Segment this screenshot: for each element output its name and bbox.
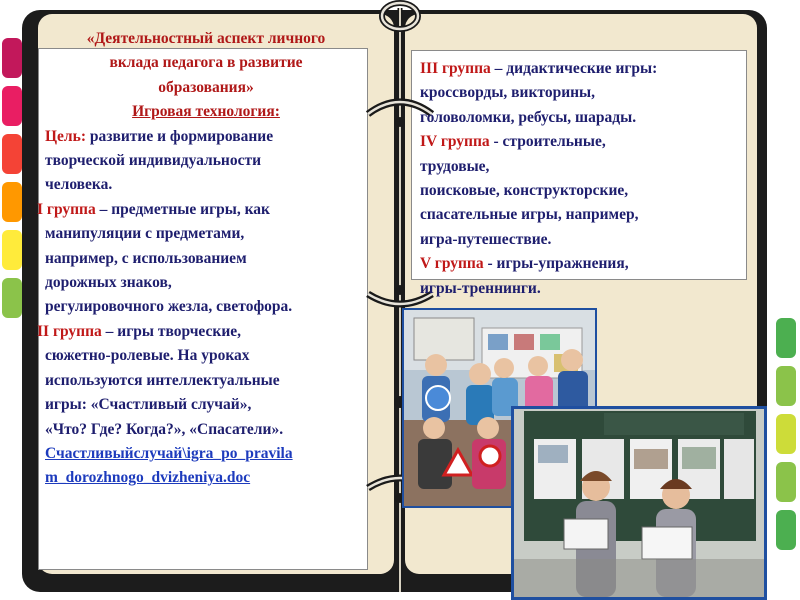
goal-label: Цель: [45,127,86,145]
group4-label: IV группа [420,133,490,151]
group4-text: поисковые, конструкторские, [420,182,629,200]
group1-paragraph [37,198,367,222]
binder-ring-icon [376,0,424,36]
tab-left-1[interactable] [2,38,22,78]
group2-text: используются интеллектуальные [45,371,280,389]
goal-text: творческой индивидуальности [45,152,262,170]
group1-text: например, с использованием [45,249,247,267]
group4-text: - строительные, [489,133,606,151]
group3-text: – дидактические игры: [490,60,658,77]
document-link[interactable]: Счастливыйслучай\igra_po_pravila [45,444,293,462]
group5-label: V группа [420,255,484,273]
right-panel-text [420,57,748,301]
group3-label: III группа [420,60,491,77]
tab-left-6[interactable] [2,278,22,318]
slide-subtitle: Игровая технология: [132,103,280,121]
presentation-photo-illustration [514,409,764,597]
group1-text: манипуляции с предметами, [45,225,245,243]
presentation-photo [511,406,767,600]
group2-label: II группа [37,322,102,340]
group2-text: сюжетно-ролевые. На уроках [45,347,250,365]
group4-text: спасательные игры, например, [420,206,639,224]
tab-left-4[interactable] [2,182,22,222]
slide-title-line: вклада педагога в развитие [109,54,303,72]
group1-text: дорожных знаков, [45,274,172,292]
group1-label: I группа [37,200,96,218]
group5-paragraph [420,252,748,276]
left-panel-text [37,27,367,491]
group2-text: – игры творческие, [101,322,242,340]
tab-right-5[interactable] [776,510,796,550]
tab-left-2[interactable] [2,86,22,126]
goal-text: человека. [45,176,113,194]
group1-text: – предметные игры, как [95,200,270,218]
document-link[interactable]: m_dorozhnogo_dvizheniya.doc [45,469,251,487]
group5-text: игры-треннинги. [420,279,541,297]
group1-text: регулировочного жезла, светофора. [45,298,293,316]
slide-title-line: образования» [158,78,254,96]
tab-right-1[interactable] [776,318,796,358]
tab-left-3[interactable] [2,134,22,174]
tab-left-5[interactable] [2,230,22,270]
tab-right-3[interactable] [776,414,796,454]
group3-text: кроссворды, викторины, [420,84,596,102]
group2-paragraph [37,320,367,344]
tab-right-4[interactable] [776,462,796,502]
group2-text: «Что? Где? Когда?», «Спасатели». [45,420,284,438]
group5-text: - игры-упражнения, [483,255,629,273]
group4-text: трудовые, [420,157,490,175]
slide-title-line: «Деятельностный аспект личного [86,30,326,47]
group3-text: головоломки, ребусы, шарады. [420,108,637,126]
goal-paragraph [45,125,367,149]
group3-paragraph [420,57,748,81]
group2-text: игры: «Счастливый случай», [45,396,252,414]
group4-paragraph [420,130,748,154]
goal-text: развитие и формирование [86,127,274,145]
group4-text: игра-путешествие. [420,230,552,248]
tab-right-2[interactable] [776,366,796,406]
